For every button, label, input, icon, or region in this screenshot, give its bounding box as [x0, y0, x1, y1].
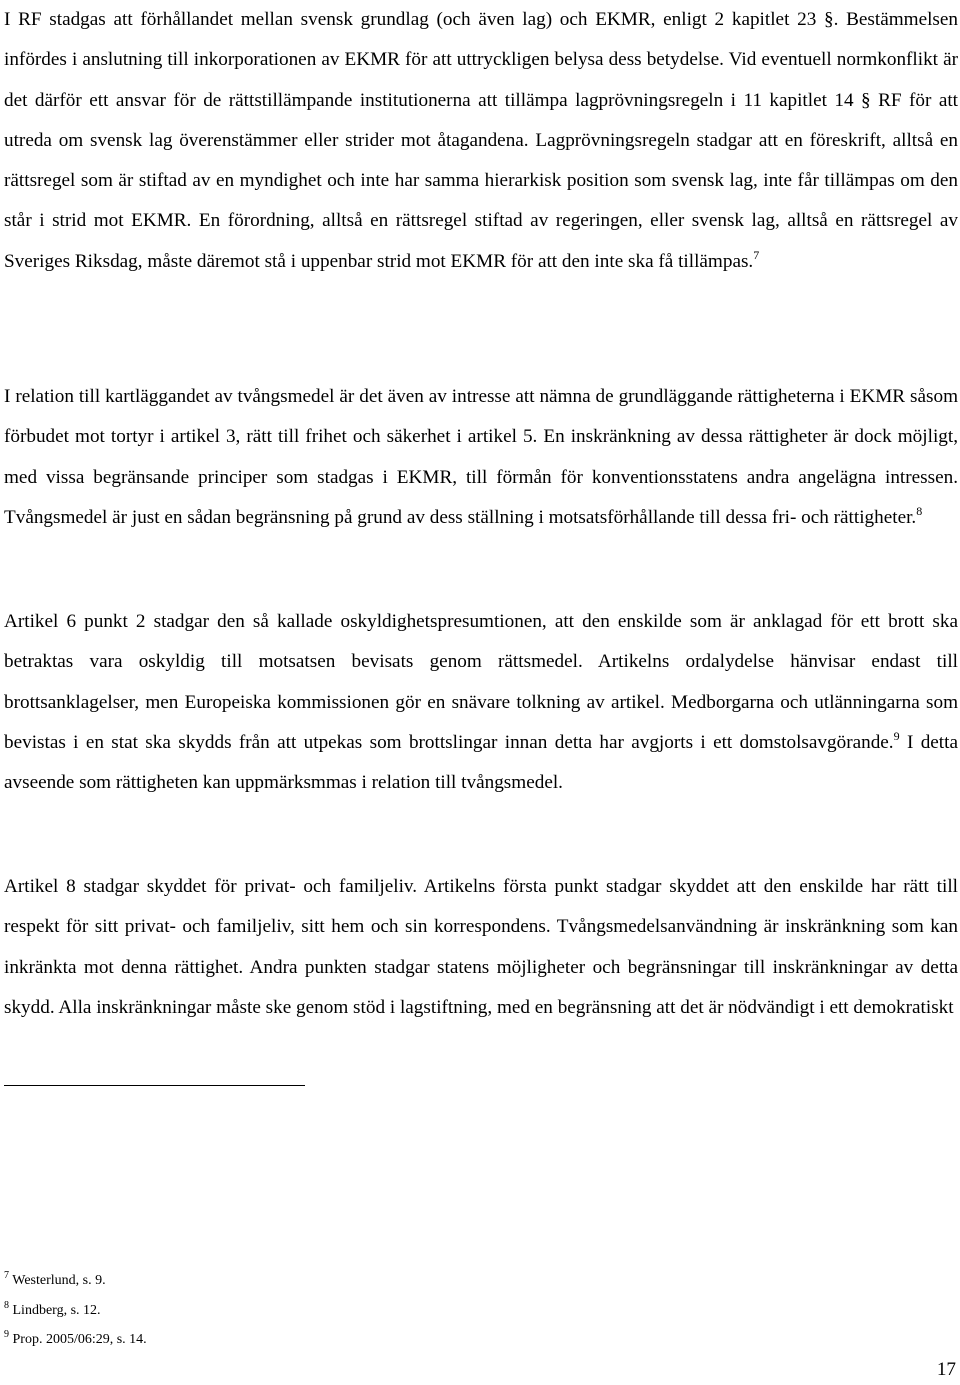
footnote-text: Westerlund, s. 9. [12, 1273, 106, 1288]
page-number: 17 [936, 1359, 956, 1380]
footnote-ref-8[interactable]: 8 [916, 503, 923, 518]
footnote-separator [4, 1085, 305, 1086]
footnote-text: Prop. 2005/06:29, s. 14. [12, 1332, 147, 1347]
paragraph-text: I relation till kartläggandet av tvångsmedel är det även av intresse att nämna de grundläggande rättigheterna i EKMR såsom förbudet mot tortyr i artikel 3, rätt till frihet och säkerhet i artikel 5. En inskränkning av dessa rättigheter är dock möjligt, med vissa begränsande principer som stadgas i EKMR, till förmån för konventionsstatens andra angelägna intressen. Tvångsmedel är just en sådan begränsning på grund av dess ställning i motsatsförhållande till dessa fri- och rättigheter. [4, 386, 958, 528]
paragraph-text-continued: I detta avseende som rättigheten kan uppmärksmmas i relation till tvångsmedel. [4, 731, 958, 794]
paragraph-text: Artikel 6 punkt 2 stadgar den så kallade oskyldighetspresumtionen, att den enskilde som är anklagad för ett brott ska betraktas vara oskyldig till motsatsen bevisats genom rättsmedel. Artikelns ordalydelse hänvisar endast till brottsanklagelser, men Europeiska kommissionen gör en snävare tolkning av artikel. Medborgarna och utlänningarna som bevistas i en stat ska skydds från att utpekas som brottslingar innan detta har avgjorts i ett domstolsavgörande. [4, 611, 958, 753]
footnote-8 [4, 1302, 101, 1320]
footnote-ref-9[interactable]: 9 [893, 728, 900, 743]
paragraph-artikel-6 [4, 602, 958, 803]
footnote-ref-7[interactable]: 7 [753, 247, 760, 262]
footnote-7 [4, 1272, 106, 1290]
paragraph-text: I RF stadgas att förhållandet mellan svensk grundlag (och även lag) och EKMR, enligt 2 kapitlet 23 §. Bestämmelsen infördes i anslutning till inkorporationen av EKMR för att uttryckligen belysa dess betydelse. Vid eventuell normkonflikt är det därför ett ansvar för de rättstillämpande institutionerna att tillämpa lagprövningsregeln i 11 kapitlet 14 § RF för att utreda om svensk lag överenstämmer eller strider mot åtagandena. Lagprövningsregeln stadgar att en föreskrift, alltså en rättsregel som är stiftad av en myndighet och inte har samma hierarkisk position som svensk lag, inte får tillämpas om den står i strid mot EKMR. En förordning, alltså en rättsregel stiftad av regeringen, eller svensk lag, alltså en rättsregel av Sveriges Riksdag, måste däremot stå i uppenbar strid mot EKMR för att den inte ska få tillämpas. [4, 9, 958, 272]
paragraph-rf-ekmr [4, 0, 958, 282]
footnote-text: Lindberg, s. 12. [12, 1303, 101, 1318]
paragraph-artikel-8 [4, 867, 958, 1028]
paragraph-text: Artikel 8 stadgar skyddet för privat- och familjeliv. Artikelns första punkt stadgar skyddet att den enskilde har rätt till respekt för sitt privat- och familjeliv, sitt hem och sin korrespondens. Tvångsmedelsanvändning är inskränkning som kan inkränkta mot denna rättighet. Andra punkten stadgar statens möjligheter och begränsningar till inskränkningar av detta skydd. Alla inskränkningar måste ske genom stöd i lagstiftning, med en begränsning att det är nödvändigt i ett demokratiskt [4, 876, 958, 1018]
footnote-number: 7 [4, 1270, 9, 1281]
footnote-number: 9 [4, 1329, 9, 1340]
footnote-9 [4, 1331, 147, 1349]
paragraph-grundlaggande-rattigheter [4, 377, 958, 538]
footnote-number: 8 [4, 1300, 9, 1311]
